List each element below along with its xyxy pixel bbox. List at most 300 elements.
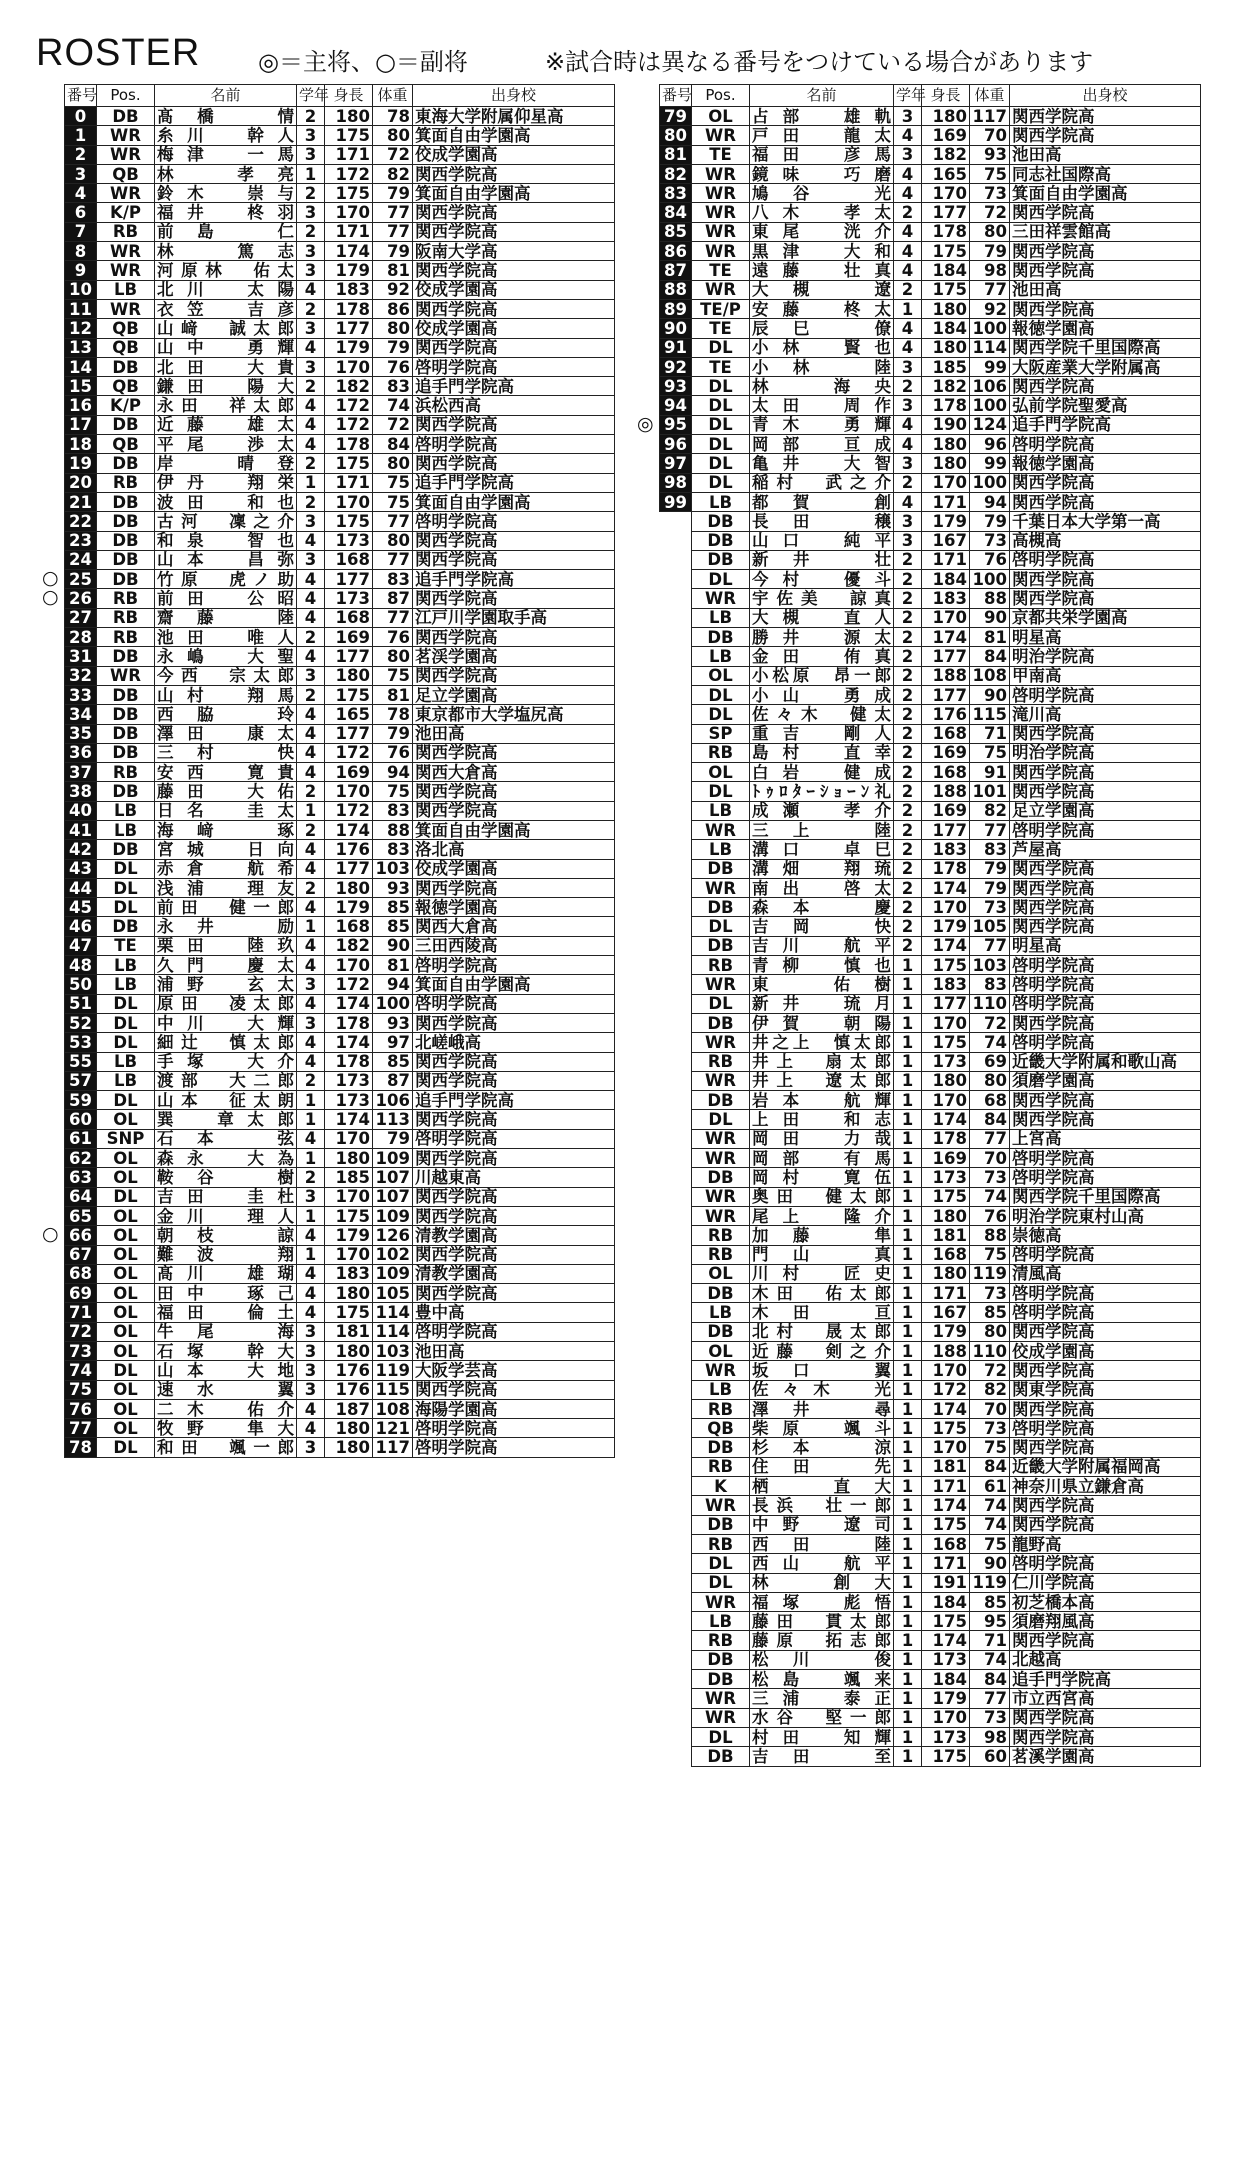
player-height: 180 <box>922 1071 970 1090</box>
player-school: 清教学園高 <box>413 1264 615 1283</box>
player-school: 関西学院高 <box>1010 1013 1201 1032</box>
player-year: 1 <box>894 1322 922 1341</box>
col-position: Pos. <box>97 85 155 107</box>
player-row <box>660 1438 1201 1457</box>
player-weight: 81 <box>970 628 1010 647</box>
player-position: SP <box>692 724 750 743</box>
player-height: 178 <box>325 299 373 318</box>
player-school: 啓明学院高 <box>413 1322 615 1341</box>
player-weight: 73 <box>970 1708 1010 1727</box>
player-position: QB <box>97 338 155 357</box>
player-name: 川村 匠史 <box>750 1264 894 1283</box>
player-number: 21 <box>65 492 97 511</box>
player-row <box>65 1284 615 1303</box>
player-number: 89 <box>660 299 692 318</box>
player-row <box>65 531 615 550</box>
player-height: 175 <box>922 1515 970 1534</box>
player-height: 170 <box>922 1091 970 1110</box>
player-weight: 83 <box>373 377 413 396</box>
player-number: 27 <box>65 608 97 627</box>
player-height: 174 <box>325 1110 373 1129</box>
player-height: 174 <box>922 1631 970 1650</box>
player-weight: 85 <box>970 1592 1010 1611</box>
player-row <box>660 1457 1201 1476</box>
player-weight: 119 <box>970 1573 1010 1592</box>
player-year: 1 <box>894 1708 922 1727</box>
player-year: 3 <box>297 1342 325 1361</box>
player-year: 3 <box>894 357 922 376</box>
player-height: 168 <box>922 724 970 743</box>
player-row <box>65 280 615 299</box>
player-weight: 109 <box>373 1264 413 1283</box>
header-row <box>660 85 1201 107</box>
player-school: 近畿大学附属和歌山高 <box>1010 1052 1201 1071</box>
player-name: 北川 太陽 <box>155 280 297 299</box>
player-year: 4 <box>297 435 325 454</box>
player-year: 3 <box>297 203 325 222</box>
player-name: 加藤 隼 <box>750 1226 894 1245</box>
player-school: 須磨学園高 <box>1010 1071 1201 1090</box>
player-weight: 77 <box>970 936 1010 955</box>
player-school: 関西学院高 <box>413 628 615 647</box>
player-row <box>65 647 615 666</box>
player-school: 海陽学園高 <box>413 1399 615 1418</box>
player-position: OL <box>692 763 750 782</box>
player-school: 川越東高 <box>413 1168 615 1187</box>
player-year: 4 <box>297 840 325 859</box>
player-school: 関西学院高 <box>1010 126 1201 145</box>
player-year: 1 <box>894 1573 922 1592</box>
player-school: 池田高 <box>1010 280 1201 299</box>
player-row <box>660 1380 1201 1399</box>
player-school: 関西学院高 <box>1010 782 1201 801</box>
player-position: DB <box>692 936 750 955</box>
player-name: 伊賀 朝陽 <box>750 1013 894 1032</box>
player-name: 海﨑 琢 <box>155 820 297 839</box>
player-position: QB <box>97 377 155 396</box>
player-height: 179 <box>922 1689 970 1708</box>
player-number <box>660 1284 692 1303</box>
player-position: DB <box>692 898 750 917</box>
player-school: 崇徳高 <box>1010 1226 1201 1245</box>
player-name: 大槻 遼 <box>750 280 894 299</box>
player-height: 182 <box>922 145 970 164</box>
player-row <box>65 1361 615 1380</box>
player-school: 関西学院高 <box>1010 859 1201 878</box>
player-row <box>65 1399 615 1418</box>
player-position: DL <box>97 1013 155 1032</box>
player-position: LB <box>692 1303 750 1322</box>
player-weight: 84 <box>970 647 1010 666</box>
player-school: 啓明学院高 <box>1010 435 1201 454</box>
player-row <box>660 589 1201 608</box>
player-name: 山中 勇輝 <box>155 338 297 357</box>
player-weight: 107 <box>373 1168 413 1187</box>
player-school: 関西学院高 <box>1010 377 1201 396</box>
player-name: 岡部 有馬 <box>750 1149 894 1168</box>
player-school: 三田祥雲館高 <box>1010 222 1201 241</box>
player-weight: 70 <box>970 1399 1010 1418</box>
player-name: 村田 知輝 <box>750 1727 894 1746</box>
player-position: QB <box>692 1419 750 1438</box>
player-number <box>660 820 692 839</box>
player-weight: 84 <box>970 1457 1010 1476</box>
player-weight: 75 <box>970 1438 1010 1457</box>
player-year: 4 <box>297 1033 325 1052</box>
player-number: 14 <box>65 357 97 376</box>
player-year: 1 <box>894 1689 922 1708</box>
player-name: 宇佐美 諒真 <box>750 589 894 608</box>
player-weight: 82 <box>970 1380 1010 1399</box>
player-number: 72 <box>65 1322 97 1341</box>
player-year: 1 <box>297 1206 325 1225</box>
player-number <box>660 512 692 531</box>
player-name: 原田 凌太郎 <box>155 994 297 1013</box>
player-weight: 88 <box>970 1226 1010 1245</box>
player-height: 179 <box>922 917 970 936</box>
player-position: RB <box>692 1534 750 1553</box>
player-height: 173 <box>325 531 373 550</box>
player-name: 岡部 亘成 <box>750 435 894 454</box>
player-year: 1 <box>894 1245 922 1264</box>
player-name: 梅津 一馬 <box>155 145 297 164</box>
player-row <box>660 203 1201 222</box>
player-weight: 79 <box>373 1129 413 1148</box>
player-number: 57 <box>65 1071 97 1090</box>
player-number: 19 <box>65 454 97 473</box>
player-number <box>660 1457 692 1476</box>
player-number: 76 <box>65 1399 97 1418</box>
player-name: 福塚 彪悟 <box>750 1592 894 1611</box>
player-weight: 82 <box>970 801 1010 820</box>
player-height: 178 <box>922 396 970 415</box>
player-weight: 74 <box>970 1515 1010 1534</box>
player-school: 啓明学院高 <box>413 1419 615 1438</box>
player-number: 31 <box>65 647 97 666</box>
col-weight: 体重 <box>373 85 413 107</box>
player-height: 172 <box>325 801 373 820</box>
player-name: 杉本 涼 <box>750 1438 894 1457</box>
player-height: 170 <box>325 203 373 222</box>
player-number <box>660 1534 692 1553</box>
player-name: 永田 祥太郎 <box>155 396 297 415</box>
player-number: 46 <box>65 917 97 936</box>
player-row <box>660 1245 1201 1264</box>
player-position: DL <box>97 1033 155 1052</box>
player-row <box>65 1419 615 1438</box>
player-position: TE <box>97 936 155 955</box>
player-position: RB <box>97 608 155 627</box>
player-year: 2 <box>894 685 922 704</box>
player-year: 2 <box>894 589 922 608</box>
player-year: 2 <box>297 107 325 126</box>
player-school: 関西学院高 <box>1010 1727 1201 1746</box>
player-name: 岸 晴登 <box>155 454 297 473</box>
player-weight: 73 <box>970 531 1010 550</box>
player-name: 辰巳 僚 <box>750 319 894 338</box>
player-school: 関西学院高 <box>1010 878 1201 897</box>
player-weight: 93 <box>373 878 413 897</box>
player-height: 177 <box>325 319 373 338</box>
player-height: 169 <box>922 126 970 145</box>
player-school: 関西学院高 <box>413 666 615 685</box>
player-row <box>660 1168 1201 1187</box>
player-year: 3 <box>297 126 325 145</box>
player-name: 石塚 幹大 <box>155 1342 297 1361</box>
player-year: 2 <box>894 550 922 569</box>
player-year: 1 <box>894 299 922 318</box>
player-name: 中野 遼司 <box>750 1515 894 1534</box>
player-name: 岡村 寛伍 <box>750 1168 894 1187</box>
player-row <box>65 203 615 222</box>
player-name: 北村 晟太郎 <box>750 1322 894 1341</box>
player-height: 175 <box>325 184 373 203</box>
player-row <box>660 859 1201 878</box>
player-number: 88 <box>660 280 692 299</box>
player-school: 芦屋高 <box>1010 840 1201 859</box>
player-row <box>65 705 615 724</box>
player-school: 関西学院高 <box>413 299 615 318</box>
player-position: LB <box>692 647 750 666</box>
player-height: 172 <box>922 1380 970 1399</box>
player-school: 足立学園高 <box>413 685 615 704</box>
player-school: 啓明学院高 <box>413 994 615 1013</box>
player-school: 足立学園高 <box>1010 801 1201 820</box>
player-name: 林 創大 <box>750 1573 894 1592</box>
player-school: 佼成学園高 <box>413 280 615 299</box>
player-height: 183 <box>325 280 373 299</box>
player-row <box>65 840 615 859</box>
player-height: 176 <box>325 1361 373 1380</box>
player-school: 三田西陵高 <box>413 936 615 955</box>
player-row <box>65 261 615 280</box>
player-weight: 90 <box>970 608 1010 627</box>
player-year: 4 <box>297 570 325 589</box>
player-school: 啓明学院高 <box>1010 1245 1201 1264</box>
player-weight: 77 <box>970 820 1010 839</box>
player-weight: 85 <box>373 898 413 917</box>
player-position: DL <box>692 377 750 396</box>
player-number: 62 <box>65 1149 97 1168</box>
col-height: 身長 <box>922 85 970 107</box>
player-name: 岩本 航輝 <box>750 1091 894 1110</box>
player-number: 9 <box>65 261 97 280</box>
player-position: RB <box>692 1052 750 1071</box>
player-weight: 74 <box>373 396 413 415</box>
player-number: 71 <box>65 1303 97 1322</box>
player-position: WR <box>692 1149 750 1168</box>
player-name: 三上 陸 <box>750 820 894 839</box>
player-weight: 86 <box>373 299 413 318</box>
player-number <box>660 1322 692 1341</box>
player-height: 183 <box>325 1264 373 1283</box>
player-position: OL <box>97 1206 155 1225</box>
player-weight: 74 <box>970 1033 1010 1052</box>
player-number <box>660 1013 692 1032</box>
player-height: 181 <box>922 1226 970 1245</box>
player-weight: 87 <box>373 589 413 608</box>
player-row <box>660 1515 1201 1534</box>
player-school: 佼成学園高 <box>413 319 615 338</box>
player-row <box>660 1631 1201 1650</box>
player-name: 宮城 日向 <box>155 840 297 859</box>
player-school: 関西学院高 <box>413 415 615 434</box>
player-row <box>660 820 1201 839</box>
player-number <box>660 1380 692 1399</box>
player-position: DB <box>692 1168 750 1187</box>
player-position: DB <box>97 647 155 666</box>
player-position: DL <box>692 1727 750 1746</box>
player-name: 松川 俊 <box>750 1650 894 1669</box>
player-position: RB <box>97 589 155 608</box>
player-height: 179 <box>325 898 373 917</box>
player-weight: 100 <box>373 994 413 1013</box>
player-height: 165 <box>922 164 970 183</box>
player-number <box>660 608 692 627</box>
player-height: 174 <box>325 994 373 1013</box>
player-year: 2 <box>297 222 325 241</box>
player-school: 関西学院高 <box>1010 570 1201 589</box>
player-school: 関西学院高 <box>413 1013 615 1032</box>
player-height: 188 <box>922 1342 970 1361</box>
player-position: DB <box>97 454 155 473</box>
player-year: 1 <box>894 1592 922 1611</box>
player-height: 174 <box>922 628 970 647</box>
player-position: DB <box>692 1747 750 1766</box>
player-weight: 79 <box>970 878 1010 897</box>
player-number: 73 <box>65 1342 97 1361</box>
player-weight: 76 <box>970 550 1010 569</box>
player-year: 1 <box>894 1419 922 1438</box>
player-weight: 79 <box>970 242 1010 261</box>
player-year: 1 <box>894 1438 922 1457</box>
player-year: 4 <box>297 396 325 415</box>
player-school: 関西学院高 <box>1010 1438 1201 1457</box>
player-year: 2 <box>894 647 922 666</box>
player-height: 188 <box>922 666 970 685</box>
player-year: 4 <box>297 898 325 917</box>
player-number: 80 <box>660 126 692 145</box>
player-weight: 72 <box>970 1361 1010 1380</box>
player-height: 180 <box>325 1284 373 1303</box>
player-name: 田中 琢己 <box>155 1284 297 1303</box>
player-year: 4 <box>297 338 325 357</box>
player-name: 佐々木 光 <box>750 1380 894 1399</box>
player-year: 2 <box>297 1071 325 1090</box>
player-name: 都賀 創 <box>750 492 894 511</box>
player-school: 啓明学院高 <box>1010 1554 1201 1573</box>
player-school: 佼成学園高 <box>413 145 615 164</box>
player-school: 関西学院高 <box>413 1149 615 1168</box>
player-year: 1 <box>894 1650 922 1669</box>
player-school: 関西学院高 <box>413 531 615 550</box>
player-number: 20 <box>65 473 97 492</box>
player-name: 近藤 雄太 <box>155 415 297 434</box>
player-position: RB <box>692 1399 750 1418</box>
player-position: DL <box>97 1091 155 1110</box>
player-name: 勝井 源太 <box>750 628 894 647</box>
player-height: 168 <box>922 763 970 782</box>
player-position: LB <box>97 280 155 299</box>
player-school: 啓明学院高 <box>413 1438 615 1457</box>
player-height: 191 <box>922 1573 970 1592</box>
player-name: 衣笠 吉彦 <box>155 299 297 318</box>
player-row <box>660 956 1201 975</box>
player-row <box>65 763 615 782</box>
player-weight: 110 <box>970 994 1010 1013</box>
player-row <box>660 550 1201 569</box>
player-year: 4 <box>894 222 922 241</box>
player-height: 168 <box>922 1534 970 1553</box>
player-year: 3 <box>297 357 325 376</box>
player-name: 木田 亘 <box>750 1303 894 1322</box>
player-name: 林 孝亮 <box>155 164 297 183</box>
player-height: 175 <box>922 1419 970 1438</box>
player-school: 関西学院高 <box>413 589 615 608</box>
player-year: 1 <box>297 1110 325 1129</box>
player-weight: 75 <box>373 666 413 685</box>
player-row <box>65 956 615 975</box>
player-row <box>660 126 1201 145</box>
player-number <box>660 1168 692 1187</box>
player-year: 1 <box>297 1245 325 1264</box>
player-position: DB <box>97 705 155 724</box>
player-school: 啓明学院高 <box>413 956 615 975</box>
player-weight: 114 <box>970 338 1010 357</box>
player-year: 3 <box>894 512 922 531</box>
player-number: 32 <box>65 666 97 685</box>
player-row <box>660 994 1201 1013</box>
player-height: 184 <box>922 1592 970 1611</box>
player-row <box>65 473 615 492</box>
player-row <box>65 1168 615 1187</box>
player-row <box>65 338 615 357</box>
player-height: 170 <box>325 1245 373 1264</box>
player-year: 1 <box>297 1091 325 1110</box>
player-year: 4 <box>297 724 325 743</box>
player-row <box>660 107 1201 126</box>
player-weight: 76 <box>373 357 413 376</box>
player-number <box>660 666 692 685</box>
player-height: 171 <box>325 222 373 241</box>
player-number <box>660 1226 692 1245</box>
player-name: 日名 圭太 <box>155 801 297 820</box>
player-school: 東海大学附属仰星高 <box>413 107 615 126</box>
player-row <box>660 1650 1201 1669</box>
player-year: 1 <box>297 917 325 936</box>
player-name: 髙橋 情 <box>155 107 297 126</box>
player-name: 戸田 龍太 <box>750 126 894 145</box>
player-year: 1 <box>894 1091 922 1110</box>
player-name: 久門 慶太 <box>155 956 297 975</box>
player-weight: 76 <box>970 1206 1010 1225</box>
player-name: 澤井 尋 <box>750 1399 894 1418</box>
player-number <box>660 1477 692 1496</box>
player-position: DL <box>97 1187 155 1206</box>
player-year: 3 <box>297 261 325 280</box>
player-height: 188 <box>922 782 970 801</box>
player-position: DB <box>692 859 750 878</box>
player-year: 2 <box>297 454 325 473</box>
player-name: 石本 弦 <box>155 1129 297 1148</box>
player-number: 33 <box>65 685 97 704</box>
player-weight: 117 <box>970 107 1010 126</box>
player-school: 北越高 <box>1010 1650 1201 1669</box>
player-number: 87 <box>660 261 692 280</box>
player-weight: 103 <box>970 956 1010 975</box>
player-position: OL <box>97 1322 155 1341</box>
player-row <box>660 531 1201 550</box>
